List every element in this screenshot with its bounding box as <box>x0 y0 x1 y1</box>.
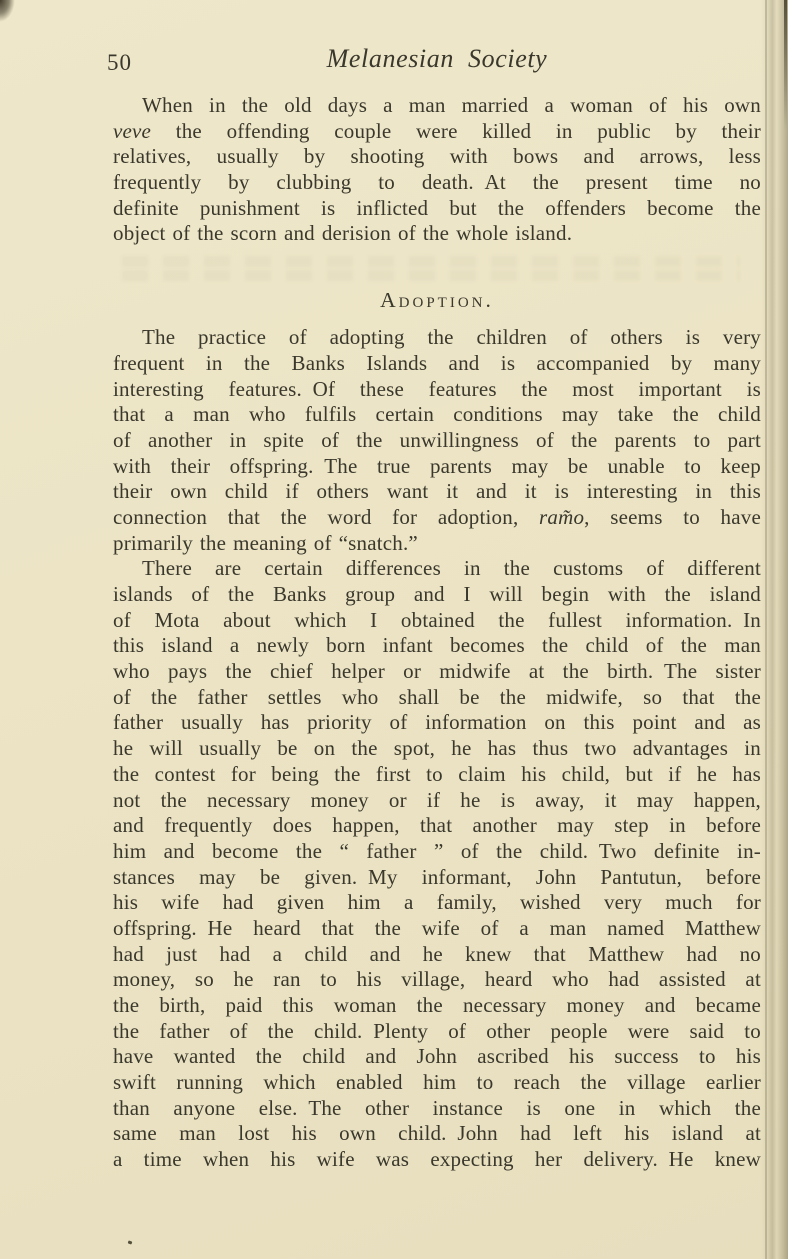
text-line: that a man who fulfils certain conditions may take the child <box>113 402 761 427</box>
paragraph-adoption-practice <box>113 325 761 556</box>
text-line: offspring. He heard that the wife of a man named Matthew <box>113 915 761 940</box>
text-line: money, so he ran to his village, heard who had assisted at <box>113 967 761 992</box>
text-line: him and become the “ father ” of the child. Two definite in- <box>113 838 761 863</box>
page-edge-line-top <box>784 0 787 130</box>
text-line: of Mota about which I obtained the fullest information. In <box>113 607 761 632</box>
text-line: not the necessary money or if he is away, it may happen, <box>113 787 761 812</box>
text-line: swift running which enabled him to reach the village earlier <box>113 1070 761 1095</box>
text-line: their own child if others want it and it is interesting in this <box>113 479 761 504</box>
scan-speck <box>128 1240 133 1244</box>
text-line: the father of the child. Plenty of other people were said to <box>113 1018 761 1043</box>
text-line: with their offspring. The true parents may be unable to keep <box>113 453 761 478</box>
text-line: than anyone else. The other instance is one in which the <box>113 1095 761 1120</box>
text-line: islands of the Banks group and I will begin with the island <box>113 582 761 606</box>
text-line: have wanted the child and John ascribed his success to his <box>113 1044 761 1069</box>
text-line: his wife had given him a family, wished very much for <box>113 890 761 915</box>
text-line: had just had a child and he knew that Matthew had no <box>113 941 761 966</box>
text-line: of another in spite of the unwillingness of the parents to part <box>113 427 761 452</box>
text-line: object of the scorn and derision of the whole island. <box>113 221 573 246</box>
text-line: relatives, usually by shooting with bows and arrows, less <box>113 144 761 169</box>
text-line: definite punishment is inflicted but the offenders become the <box>113 195 761 220</box>
text-line: When in the old days a man married a woman of his own <box>142 93 761 117</box>
text-line: of the father settles who shall be the midwife, so that the <box>113 684 761 709</box>
paragraph-marriage-punishment <box>113 93 761 247</box>
text-line: The practice of adopting the children of others is very <box>142 325 761 350</box>
page-body <box>113 93 761 1173</box>
text-line: he will usually be on the spot, he has thus two advantages in <box>113 736 761 761</box>
scan-corner-artifact <box>0 0 15 22</box>
text-line: the birth, paid this woman the necessary money and became <box>113 993 761 1017</box>
text-line: father usually has priority of information on this point and as <box>113 710 761 735</box>
page-edge-line <box>765 0 767 1259</box>
text-line: who pays the chief helper or midwife at the birth. The sister <box>113 659 761 684</box>
paragraph-mota-custom <box>113 556 761 1173</box>
text-line: interesting features. Of these features the most important is <box>113 376 761 401</box>
text-line: There are certain differences in the customs of different <box>142 556 761 581</box>
text-line: veve the offending couple were killed in public by their <box>113 118 761 143</box>
text-line: connection that the word for adoption, ram̃o, seems to have <box>113 504 761 529</box>
text-line: the contest for being the first to claim his child, but if he has <box>113 761 761 786</box>
text-line: frequent in the Banks Islands and is accompanied by many <box>113 350 761 375</box>
running-header: Melanesian Society <box>326 44 548 73</box>
text-line: a time when his wife was expecting her delivery. He knew <box>113 1147 761 1172</box>
text-line: primarily the meaning of “snatch.” <box>113 530 418 555</box>
text-line: this island a newly born infant becomes the child of the man <box>113 633 761 658</box>
text-line: and frequently does happen, that another may step in before <box>113 813 761 838</box>
section-heading: Adoption. <box>380 288 494 313</box>
text-line: stances may be given. My informant, John Pantutun, before <box>113 864 761 889</box>
text-line: frequently by clubbing to death. At the present time no <box>113 170 761 195</box>
text-line: same man lost his own child. John had left his island at <box>113 1121 761 1146</box>
page-number: 50 <box>107 50 132 75</box>
